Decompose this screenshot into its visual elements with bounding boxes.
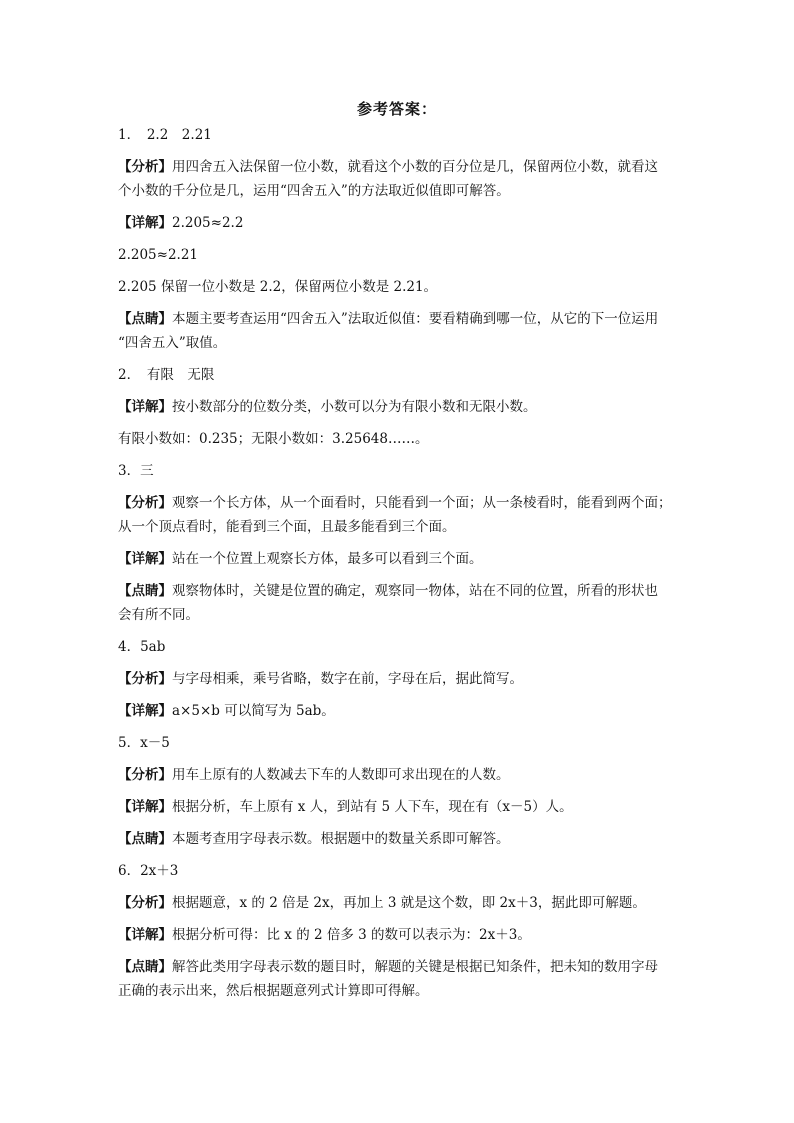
text-line — [118, 700, 678, 732]
text-line — [118, 548, 678, 580]
line-text: 2.205 保留一位小数是 2.2，保留两位小数是 2.21。 — [118, 279, 438, 295]
section-tag: 【点睛】 — [118, 583, 172, 599]
line-text: 与字母相乘，乘号省略，数字在前，字母在后，据此简写。 — [172, 671, 523, 687]
line-text: 用四舍五入法保留一位小数，就看这个小数的百分位是几，保留两位小数，就看这 — [172, 159, 658, 175]
line-text: 1． 2.2 2.21 — [118, 127, 212, 143]
line-text: 6．2x＋3 — [118, 863, 179, 879]
text-line — [118, 860, 678, 892]
page-title: 参考答案： — [356, 100, 437, 118]
text-line — [118, 332, 678, 364]
text-line — [118, 156, 678, 180]
line-text: 2． 有限 无限 — [118, 367, 215, 383]
answer-body — [118, 124, 678, 1012]
section-tag: 【详解】 — [118, 799, 172, 815]
text-line — [118, 892, 678, 924]
text-line — [118, 212, 678, 244]
line-text: 本题考查用字母表示数。根据题中的数量关系即可解答。 — [172, 831, 510, 847]
line-text: 从一个顶点看时，能看到三个面，且最多能看到三个面。 — [118, 519, 456, 535]
section-tag: 【分析】 — [118, 495, 172, 511]
text-line — [118, 796, 678, 828]
text-line — [118, 516, 678, 548]
line-text: 2.205≈2.2 — [172, 215, 244, 231]
text-line — [118, 396, 678, 428]
line-text: 2.205≈2.21 — [118, 247, 199, 263]
section-tag: 【分析】 — [118, 767, 172, 783]
text-line — [118, 244, 678, 276]
line-text: 3．三 — [118, 463, 154, 479]
text-line — [118, 308, 678, 332]
section-tag: 【分析】 — [118, 671, 172, 687]
section-tag: 【分析】 — [118, 159, 172, 175]
line-text: 根据题意，x 的 2 倍是 2x，再加上 3 就是这个数，即 2x＋3，据此即可解题。 — [172, 895, 646, 911]
section-tag: 【点睛】 — [118, 831, 172, 847]
line-text: 个小数的千分位是几，运用“四舍五入”的方法取近似值即可解答。 — [118, 183, 510, 199]
line-text: a×5×b 可以简写为 5ab。 — [172, 703, 335, 719]
line-text: 用车上原有的人数减去下车的人数即可求出现在的人数。 — [172, 767, 510, 783]
text-line — [118, 460, 678, 492]
text-line — [118, 276, 678, 308]
line-text: 有限小数如：0.235；无限小数如：3.25648……。 — [118, 431, 429, 447]
line-text: 解答此类用字母表示数的题目时，解题的关键是根据已知条件，把未知的数用字母 — [172, 959, 658, 975]
text-line — [118, 636, 678, 668]
text-line — [118, 124, 678, 156]
section-tag: 【详解】 — [118, 927, 172, 943]
line-text: 4．5ab — [118, 639, 166, 655]
line-text: 观察一个长方体，从一个面看时，只能看到一个面；从一条棱看时，能看到两个面； — [172, 495, 672, 511]
line-text: 根据分析，车上原有 x 人，到站有 5 人下车，现在有（x－5）人。 — [172, 799, 573, 815]
section-tag: 【详解】 — [118, 703, 172, 719]
section-tag: 【分析】 — [118, 895, 172, 911]
text-line — [118, 956, 678, 980]
text-line — [118, 364, 678, 396]
section-tag: 【详解】 — [118, 551, 172, 567]
text-line — [118, 180, 678, 212]
text-line — [118, 980, 678, 1012]
text-line — [118, 764, 678, 796]
text-line — [118, 604, 678, 636]
line-text: 观察物体时，关键是位置的确定，观察同一物体，站在不同的位置，所看的形状也 — [172, 583, 658, 599]
text-line — [118, 668, 678, 700]
text-line — [118, 828, 678, 860]
line-text: 正确的表示出来，然后根据题意列式计算即可得解。 — [118, 983, 429, 999]
section-tag: 【详解】 — [118, 215, 172, 231]
line-text: “四舍五入”取值。 — [118, 335, 227, 351]
text-line — [118, 924, 678, 956]
section-tag: 【详解】 — [118, 399, 172, 415]
text-line — [118, 492, 678, 516]
line-text: 本题主要考查运用“四舍五入”法取近似值：要看精确到哪一位，从它的下一位运用 — [172, 311, 659, 327]
line-text: 站在一个位置上观察长方体，最多可以看到三个面。 — [172, 551, 483, 567]
line-text: 5．x－5 — [118, 735, 170, 751]
text-line — [118, 428, 678, 460]
text-line — [118, 580, 678, 604]
section-tag: 【点睛】 — [118, 959, 172, 975]
line-text: 会有所不同。 — [118, 607, 199, 623]
section-tag: 【点睛】 — [118, 311, 172, 327]
line-text: 根据分析可得：比 x 的 2 倍多 3 的数可以表示为：2x＋3。 — [172, 927, 531, 943]
line-text: 按小数部分的位数分类，小数可以分为有限小数和无限小数。 — [172, 399, 537, 415]
text-line — [118, 732, 678, 764]
